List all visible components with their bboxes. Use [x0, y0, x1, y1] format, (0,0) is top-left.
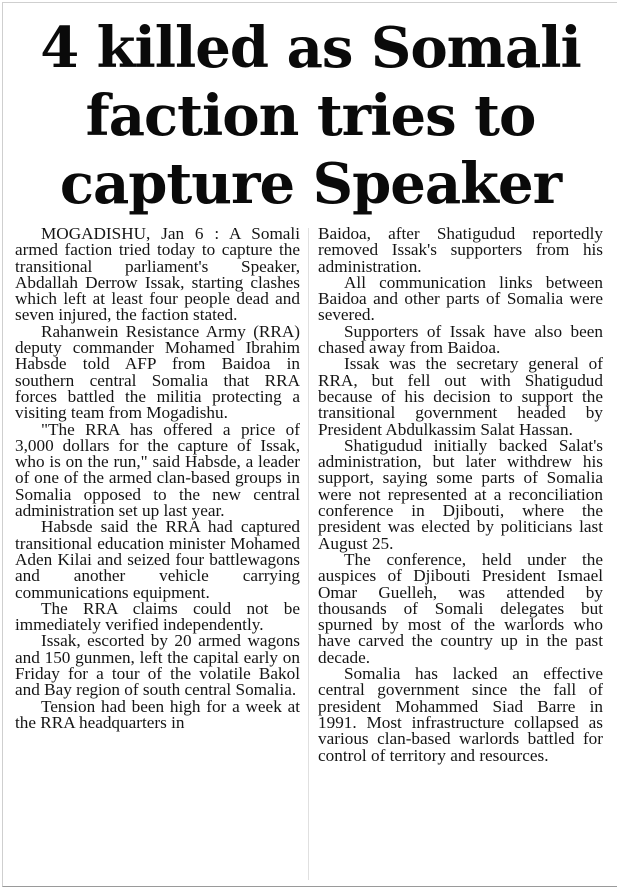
- paragraph: Somalia has lacked an effective central government since the fall of president Mohammed Siad Barre in 1991. Most infrastructure collapsed as various clan-based warlords battled for control of territory and resources.: [318, 664, 603, 765]
- paragraph: Rahanwein Resistance Army (RRA) deputy commander Mohamed Ibrahim Habsde told AFP from Baidoa in southern central Somalia that RRA forces battled the militia protecting a visiting team from Mogadishu.: [15, 321, 300, 423]
- column-divider: [308, 228, 309, 880]
- paragraph: Issak, escorted by 20 armed wagons and 150 gunmen, left the capital early on Friday for a tour of the volatile Bakol and Bay region of south central Somalia.: [15, 631, 300, 700]
- article-column-right: [318, 226, 603, 764]
- headline-line-1: 4 killed as Somali: [40, 15, 581, 81]
- paragraph-dateline: MOGADISHU, Jan 6 : A Somali armed faction tried today to capture the transitional parliament's Speaker, Abdallah Derrow Issak, starting clashes which left at least four people dead and seven injured, the faction stated.: [15, 224, 300, 325]
- paragraph: Supporters of Issak have also been chased away from Baidoa.: [318, 321, 603, 358]
- headline-line-3: capture Speaker: [59, 151, 562, 217]
- paragraph: Habsde said the RRA had captured transitional education minister Mohamed Aden Kilai and seized four battlewagons and another vehicle carrying communications equipment.: [15, 517, 300, 602]
- paragraph: The RRA claims could not be immediately verified independently.: [15, 598, 300, 635]
- paragraph: All communication links between Baidoa and other parts of Somalia were severed.: [318, 272, 603, 325]
- paragraph: Tension had been high for a week at the RRA headquarters in: [15, 696, 300, 732]
- article-column-left: [15, 226, 300, 731]
- paragraph-continued: Baidoa, after Shatigudud reportedly removed Issak's supporters from his administration.: [318, 224, 603, 276]
- paragraph: Issak was the secretary general of RRA, but fell out with Shatigudud because of his decision to support the transitional government headed by President Abdulkassim Salat Hassan.: [318, 354, 603, 439]
- paragraph: "The RRA has offered a price of 3,000 dollars for the capture of Issak, who is on the run," said Habsde, a leader of one of the armed clan-based groups in Somalia opposed to the new central administration set up last year.: [15, 419, 300, 521]
- paragraph: Shatigudud initially backed Salat's administration, but later withdrew his support, saying some parts of Somalia were not represented at a reconciliation conference in Djibouti, where the president was elected by politicians last August 25.: [318, 435, 603, 553]
- headline-line-2: faction tries to: [85, 83, 536, 149]
- paragraph: The conference, held under the auspices of Djibouti President Ismael Omar Guelleh, was attended by thousands of Somali delegates but spurned by most of the warlords who have carved the country up in the past decade.: [318, 549, 603, 667]
- headline: [0, 14, 621, 218]
